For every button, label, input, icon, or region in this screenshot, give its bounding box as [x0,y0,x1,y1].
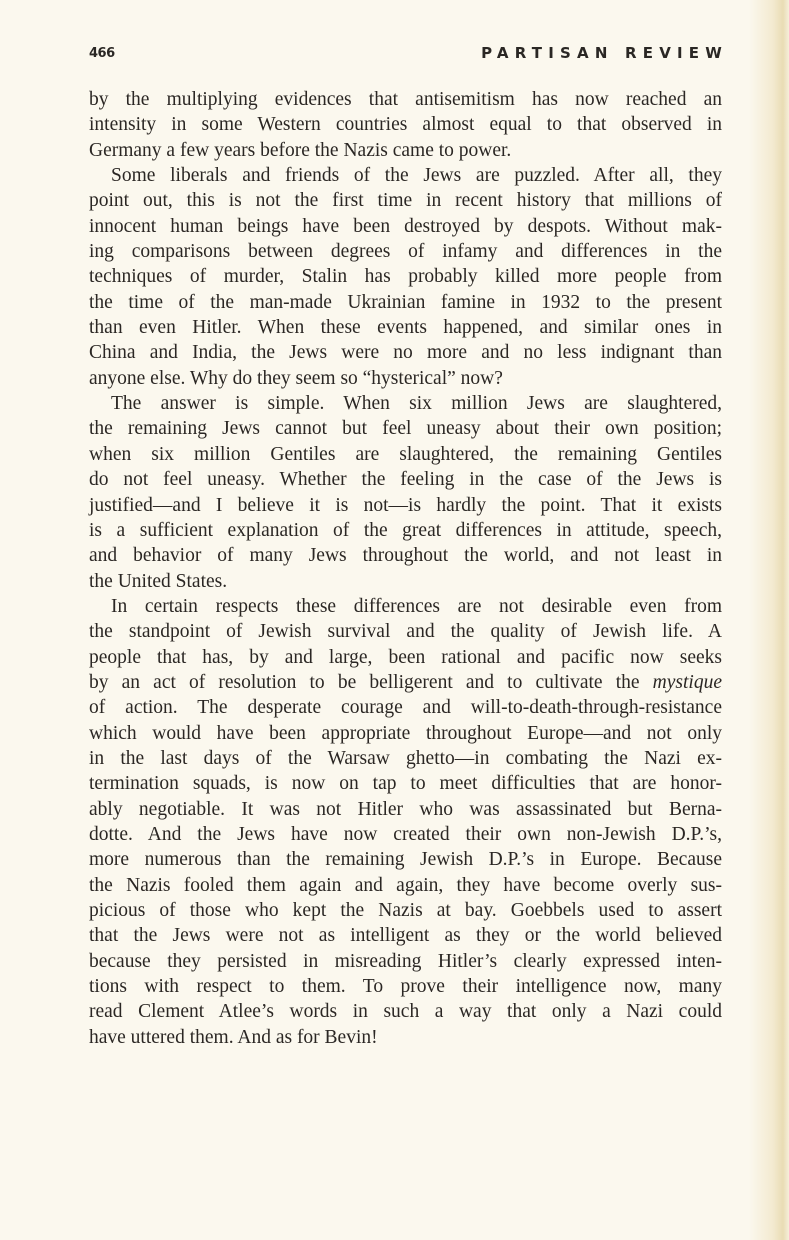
text-line: ing comparisons between degrees of infamy and differences in the [89,241,722,263]
paragraph [89,163,722,391]
text-line: when six million Gentiles are slaughtered, the remaining Gentiles [89,443,722,465]
italic-text: mystique [652,671,722,693]
text-line: the time of the man-made Ukrainian famine in 1932 to the present [89,291,722,313]
paragraph [89,87,722,163]
text-line: China and India, the Jews were no more and no less indignant than [89,342,722,364]
text-line: read Clement Atlee’s words in such a way that only a Nazi could [89,1001,722,1023]
text-line: that the Jews were not as intelligent as they or the world believed [89,925,722,947]
text-line: which would have been appropriate throughout Europe—and not only [89,722,722,744]
text-line: people that has, by and large, been rational and pacific now seeks [89,646,722,668]
text-line: the United States. [89,570,228,592]
journal-title: PARTISAN REVIEW [481,44,728,62]
text-line: because they persisted in misreading Hitler’s clearly expressed inten- [89,950,722,972]
text-line: and behavior of many Jews throughout the world, and not least in [89,545,722,567]
text-line: in the last days of the Warsaw ghetto—in combating the Nazi ex- [89,747,722,769]
text-line: termination squads, is now on tap to meet difficulties that are honor- [89,773,722,795]
paragraph [89,391,722,594]
text-line: justified—and I believe it is not—is hardly the point. That it exists [89,494,722,516]
text-line: than even Hitler. When these events happened, and similar ones in [89,317,722,339]
article-body [89,87,722,1050]
text-line: Germany a few years before the Nazis came to power. [89,139,512,161]
text-line: the Nazis fooled them again and again, they have become overly sus- [89,874,722,896]
text-line: innocent human beings have been destroyed by despots. Without mak- [89,215,722,237]
text-line: In certain respects these differences are not desirable even from [111,595,722,617]
text-line: point out, this is not the first time in recent history that millions of [89,190,722,212]
paragraph [89,594,722,1050]
text-line: the remaining Jews cannot but feel uneasy about their own position; [89,418,722,440]
text-line: the standpoint of Jewish survival and the quality of Jewish life. A [89,621,722,643]
text-line: The answer is simple. When six million Jews are slaughtered, [111,393,722,415]
page-number: 466 [89,46,115,61]
text-line: techniques of murder, Stalin has probably killed more people from [89,266,722,288]
text-line: dotte. And the Jews have now created their own non-Jewish D.P.’s, [89,823,722,845]
text-line: picious of those who kept the Nazis at bay. Goebbels used to assert [89,900,722,921]
text-line: intensity in some Western countries almost equal to that observed in [89,114,722,136]
text-line: anyone else. Why do they seem so “hysterical” now? [89,367,503,389]
page-edge-shadow [749,0,789,1240]
text-line: is a sufficient explanation of the great differences in attitude, speech, [89,519,722,541]
text-line: Some liberals and friends of the Jews are puzzled. After all, they [111,165,722,187]
text-line: do not feel uneasy. Whether the feeling in the case of the Jews is [89,469,722,491]
running-header [89,44,728,66]
text-segment: by an act of resolution to be belligerent and to cultivate the [89,671,653,693]
text-line: ably negotiable. It was not Hitler who was assassinated but Berna- [89,798,722,820]
text-line: tions with respect to them. To prove their intelligence now, many [89,976,722,998]
text-line: of action. The desperate courage and will-to-death-through-resistance [89,697,722,719]
text-line [89,670,722,695]
text-line: more numerous than the remaining Jewish D.P.’s in Europe. Because [89,849,722,871]
text-line: have uttered them. And as for Bevin! [89,1026,378,1048]
text-line: by the multiplying evidences that antisemitism has now reached an [89,89,722,110]
